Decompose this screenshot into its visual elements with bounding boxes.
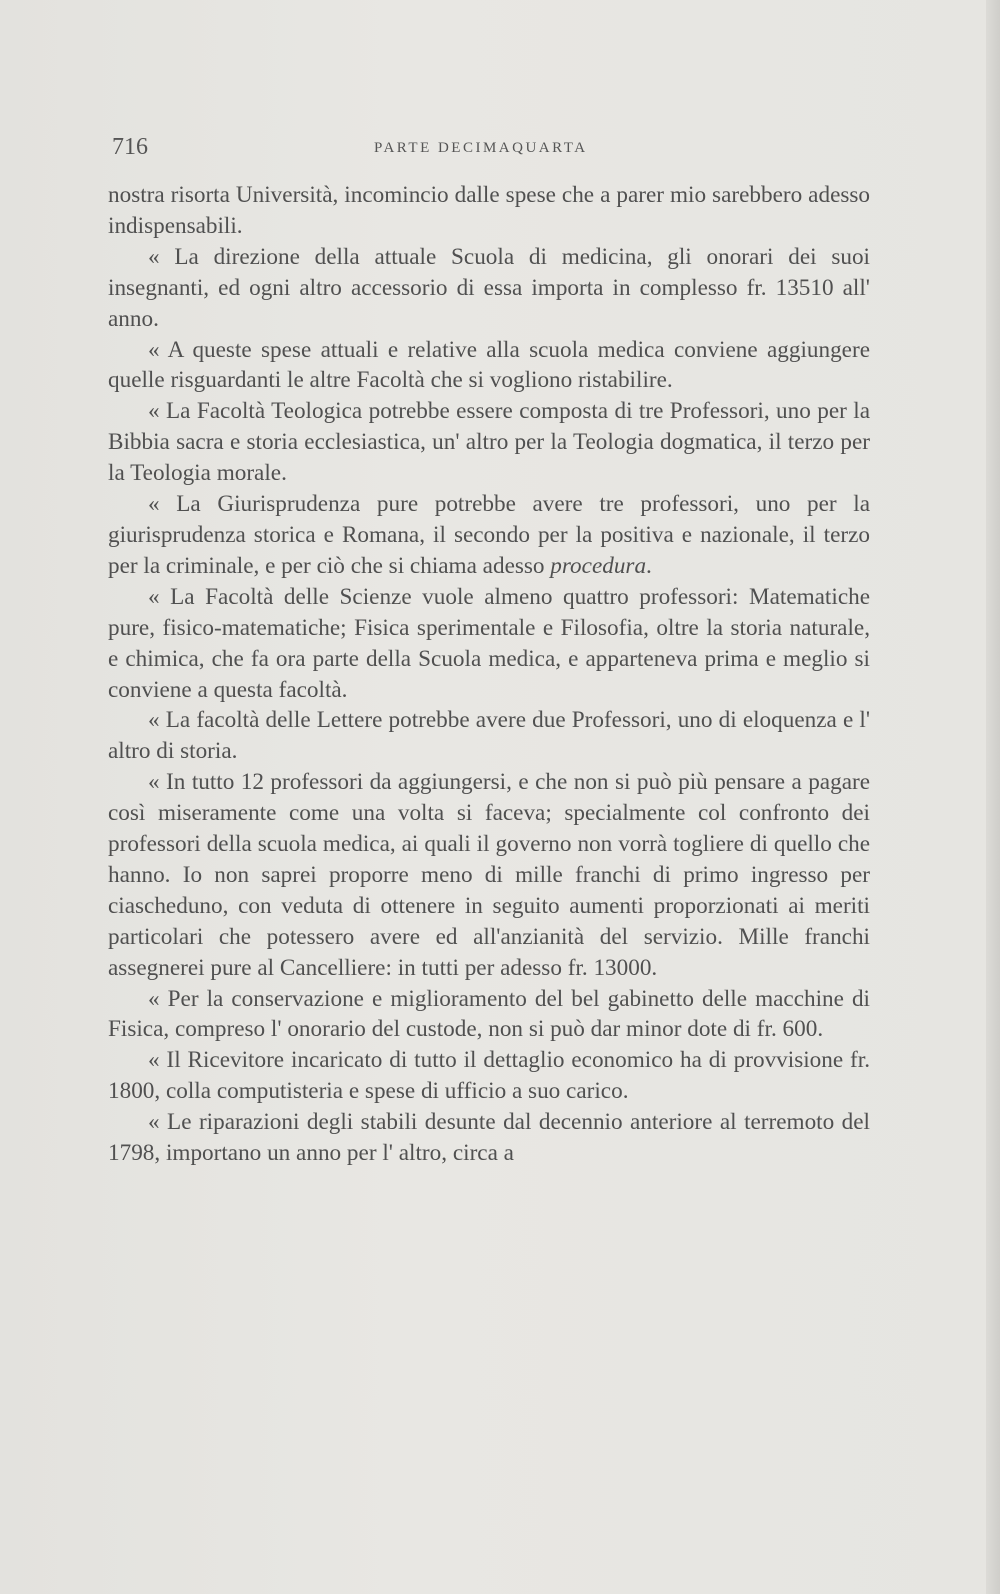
page-number: 716 xyxy=(112,134,148,160)
paragraph-3: « A queste spese attuali e relative alla scuola medica conviene aggiungere quelle risguardanti le altre Facoltà che si vogliono ristabilire. xyxy=(108,336,870,394)
page-header xyxy=(112,134,870,164)
paragraph-7: « La facoltà delle Lettere potrebbe avere due Professori, uno di eloquenza e l' altro di storia. xyxy=(108,707,870,765)
paragraph-5 xyxy=(108,489,870,582)
paragraph-9: « Per la conservazione e miglioramento del bel gabinetto delle macchine di Fisica, compreso l' onorario del custode, non si può dar minor dote di fr. 600. xyxy=(108,985,870,1043)
paragraph-1: nostra risorta Università, incomincio dalle spese che a parer mio sarebbero adesso indispensabili. xyxy=(108,182,870,239)
paragraph-8: « In tutto 12 professori da aggiungersi, e che non si può più pensare a pagare così miseramente come una volta si faceva; specialmente col confronto dei professori della scuola medica, ai quali il governo non vorrà togliere di quello che hanno. Io non saprei proporre meno di mille franchi di primo ingresso per ciascheduno, con veduta di ottenere in seguito aumenti proporzionati ai meriti particolari che potessero avere ed all'anzianità del servizio. Mille franchi assegnerei pure al Cancelliere: in tutti per adesso fr. 13000. xyxy=(108,769,870,981)
paragraph-11: « Le riparazioni degli stabili desunte dal decennio anteriore al terremoto del 1798, importano un anno per l' altro, circa a xyxy=(108,1109,870,1167)
body-text xyxy=(108,180,870,1169)
page-edge xyxy=(986,0,1000,1594)
running-title: PARTE DECIMAQUARTA xyxy=(374,140,588,156)
paragraph-10: « Il Ricevitore incaricato di tutto il dettaglio economico ha di provvisione fr. 1800, colla computisteria e spese di ufficio a suo carico. xyxy=(108,1047,870,1105)
paragraph-2: « La direzione della attuale Scuola di medicina, gli onorari dei suoi insegnanti, ed ogni altro accessorio di essa importa in complesso fr. 13510 all' anno. xyxy=(108,243,870,332)
paragraph-5-end: . xyxy=(646,552,652,579)
paragraph-5-italic-word: procedura xyxy=(550,552,647,579)
paragraph-5-text: « La Giurisprudenza pure potrebbe avere tre professori, uno per la giurisprudenza storica e Romana, il secondo per la positiva e nazionale, il terzo per la criminale, e per ciò che si chiama adesso xyxy=(108,491,870,579)
paragraph-4: « La Facoltà Teologica potrebbe essere composta di tre Professori, uno per la Bibbia sacra e storia ecclesiastica, un' altro per la Teologia dogmatica, il terzo per la Teologia morale. xyxy=(108,398,870,487)
paragraph-6: « La Facoltà delle Scienze vuole almeno quattro professori: Matematiche pure, fisico-matematiche; Fisica sperimentale e Filosofia, oltre la storia naturale, e chimica, che fa ora parte della Scuola medica, e apparteneva prima e meglio si conviene a questa facoltà. xyxy=(108,583,870,703)
